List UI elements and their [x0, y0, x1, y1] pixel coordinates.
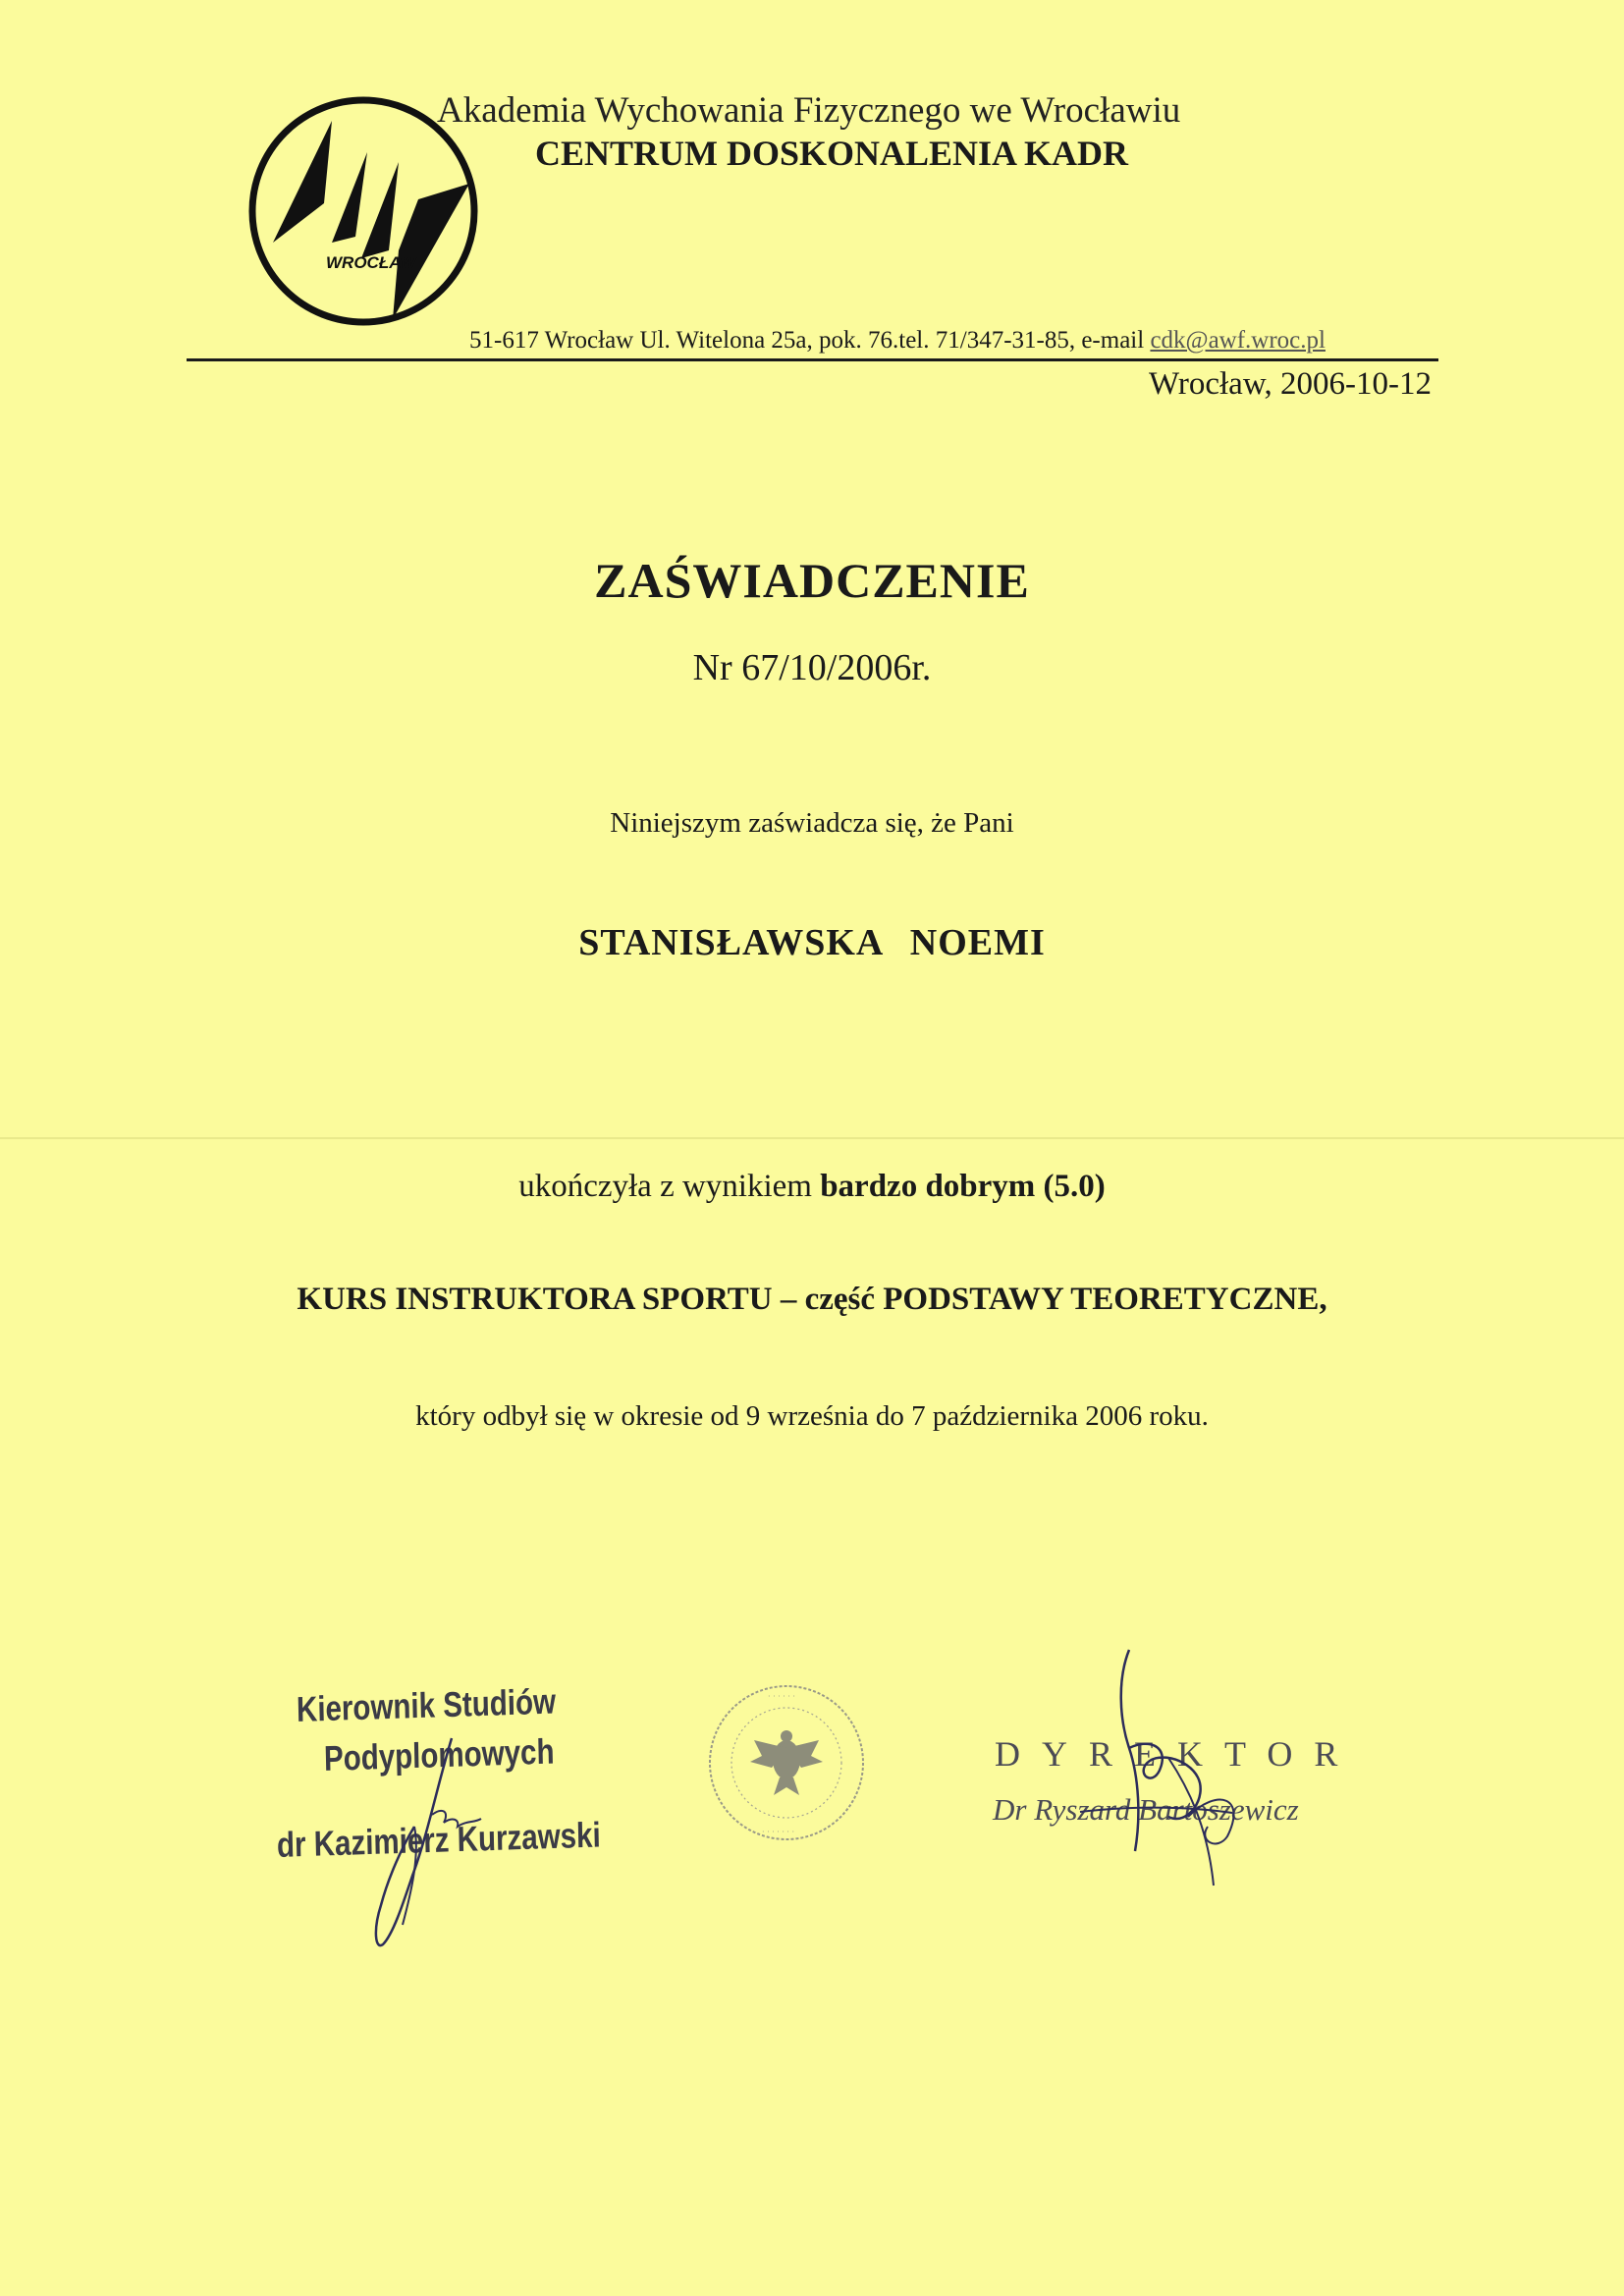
certificate-number: Nr 67/10/2006r.: [692, 647, 932, 688]
person-name: STANISŁAWSKA NOEMI: [578, 922, 1046, 963]
intro-text: Niniejszym zaświadcza się, że Pani: [610, 807, 1014, 839]
centre-name: [0, 133, 1624, 174]
email-link[interactable]: cdk@awf.wroc.pl: [1150, 327, 1326, 354]
centre-name-text: CENTRUM DOSKONALENIA KADR: [534, 134, 1129, 173]
stamp-line-title: Kierownik Studiów: [296, 1680, 557, 1729]
logo-text: WROCŁAW: [326, 253, 416, 272]
svg-text:· · · · · ·: · · · · · ·: [768, 1692, 795, 1701]
header-divider: [187, 358, 1438, 361]
director-name: Dr Ryszard Bartoszewicz: [993, 1792, 1299, 1827]
stamp-line-name: dr Kazimierz Kurzawski: [276, 1814, 602, 1865]
document-title: ZAŚWIADCZENIE: [594, 553, 1030, 608]
head-of-studies-stamp: [276, 1679, 619, 1905]
address-text: 51-617 Wrocław Ul. Witelona 25a, pok. 76.tel. 71/347-31-85, e-mail: [469, 327, 1145, 354]
institution-name: Akademia Wychowania Fizycznego we Wrocławiu: [437, 90, 1181, 131]
paper-fold: [0, 1137, 1624, 1139]
result-line: [0, 1169, 1624, 1205]
result-prefix: ukończyła z wynikiem: [518, 1169, 812, 1204]
issue-date: Wrocław, 2006-10-12: [1149, 366, 1432, 402]
stamp-line-department: Podyplomowych: [323, 1730, 555, 1778]
round-seal-icon: [703, 1679, 870, 1846]
result-grade: bardzo dobrym (5.0): [820, 1169, 1106, 1204]
address-line: [469, 326, 1326, 355]
course-period: który odbył się w okresie od 9 września do 7 października 2006 roku.: [415, 1400, 1209, 1432]
course-name: KURS INSTRUKTORA SPORTU – część PODSTAWY TEORETYCZNE,: [297, 1282, 1327, 1317]
svg-text:· · · · · · ·: · · · · · · ·: [762, 1828, 795, 1836]
director-signature-block: [987, 1733, 1360, 1841]
director-role: DYREKTOR: [995, 1734, 1360, 1774]
